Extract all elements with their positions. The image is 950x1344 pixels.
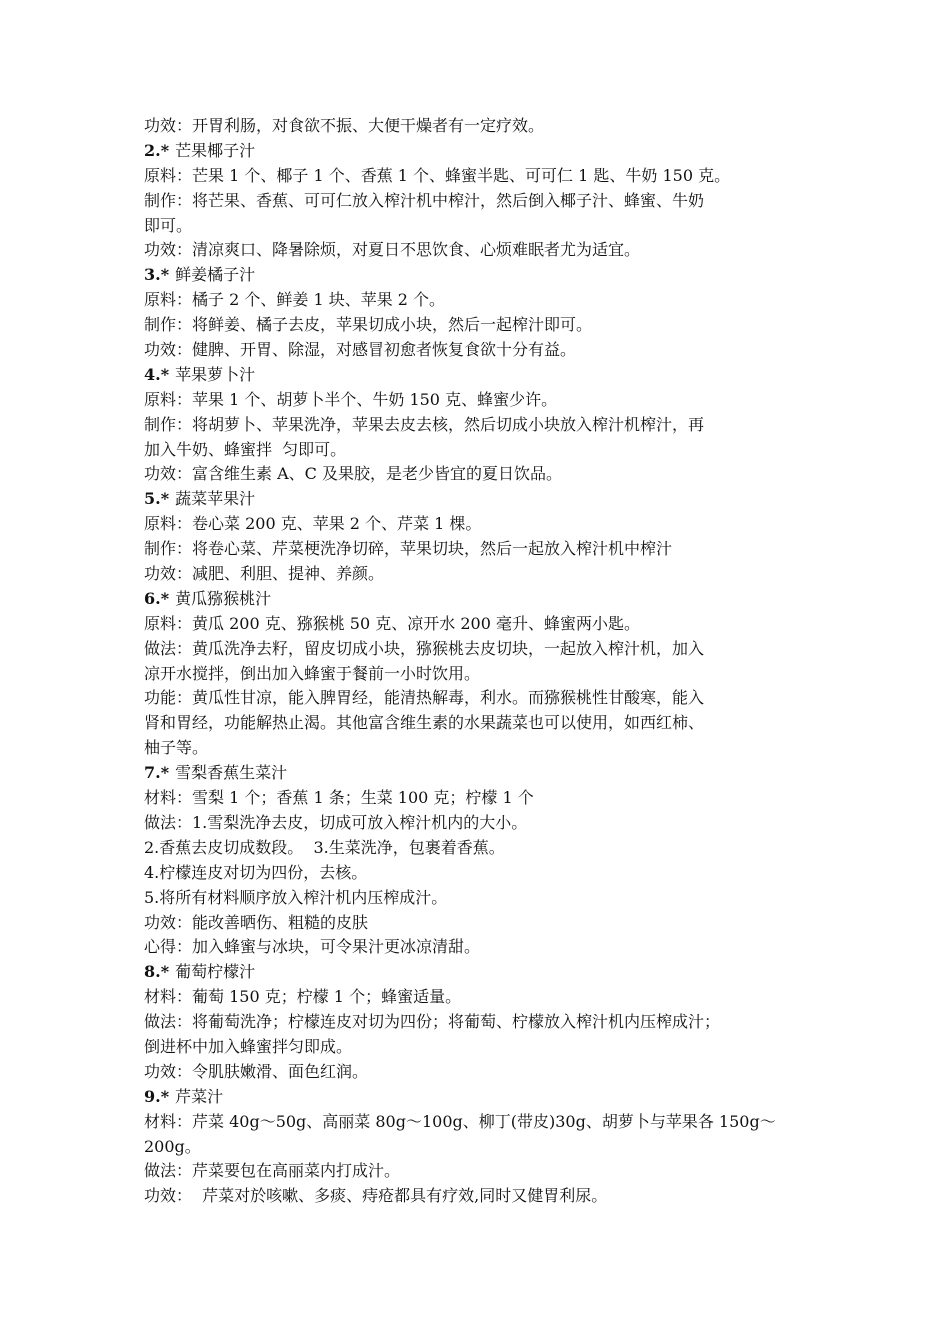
recipe-effect-line: 功效：令肌肤嫩滑、面色红润。 [144, 1061, 369, 1081]
recipe-heading [144, 363, 809, 388]
recipe-ingredients-line: 原料：卷心菜 200 克、苹果 2 个、芹菜 1 棵。 [144, 514, 482, 534]
recipe-title: 鲜姜橘子汁 [175, 265, 256, 285]
recipe-ingredients-line: 材料：芹菜 40g～50g、高丽菜 80g～100g、柳丁(带皮)30g、胡萝卜与苹果各 150g～ [144, 1111, 776, 1131]
recipe-heading [144, 139, 809, 164]
recipe-title: 蔬菜苹果汁 [175, 489, 256, 509]
recipe-number: 3.* [144, 265, 170, 285]
recipe-effect-line: 柚子等。 [144, 738, 209, 758]
intro-effect-line: 功效：开胃利肠，对食欲不振、大便干燥者有一定疗效。 [144, 116, 545, 135]
recipe-method-line: 倒进杯中加入蜂蜜拌匀即成。 [144, 1036, 353, 1056]
recipe-title: 芒果椰子汁 [175, 140, 256, 160]
recipe-ingredients-line: 原料：黄瓜 200 克、猕猴桃 50 克、凉开水 200 毫升、蜂蜜两小匙。 [144, 613, 640, 633]
recipe-method-line: 制作：将鲜姜、橘子去皮，苹果切成小块，然后一起榨汁即可。 [144, 315, 593, 335]
recipe-number: 8.* [144, 962, 170, 982]
recipe-number: 4.* [144, 364, 170, 384]
recipe-number: 9.* [144, 1086, 170, 1106]
recipe-method-line: 做法：将葡萄洗净；柠檬连皮对切为四份；将葡萄、柠檬放入榨汁机内压榨成汁； [144, 1012, 721, 1032]
recipe-heading [144, 960, 809, 985]
recipe-method-line: 加入牛奶、蜂蜜拌 匀即可。 [144, 439, 347, 459]
recipe-effect-line: 功效：清凉爽口、降暑除烦，对夏日不思饮食、心烦难眠者尤为适宜。 [144, 240, 641, 260]
recipe-title: 苹果萝卜汁 [175, 364, 256, 384]
recipe-number: 7.* [144, 763, 170, 783]
recipe-heading [144, 1085, 809, 1110]
recipe-method-line: 即可。 [144, 215, 193, 235]
recipe-title: 芹菜汁 [175, 1086, 224, 1106]
recipe-method-line: 4.柠檬连皮对切为四份，去核。 [144, 862, 368, 882]
recipe-ingredients-line: 材料：雪梨 1 个；香蕉 1 条；生菜 100 克；柠檬 1 个 [144, 788, 534, 808]
recipe-effect-line: 功能：黄瓜性甘凉，能入脾胃经，能清热解毒，利水。而猕猴桃性甘酸寒，能入 [144, 688, 705, 708]
recipe-method-line: 凉开水搅拌，倒出加入蜂蜜于餐前一小时饮用。 [144, 663, 481, 683]
recipe-method-line: 制作：将芒果、香蕉、可可仁放入榨汁机中榨汁，然后倒入椰子汁、蜂蜜、牛奶 [144, 190, 705, 210]
recipe-method-line: 做法：芹菜要包在高丽菜内打成汁。 [144, 1161, 401, 1181]
recipe-effect-line: 功效：减肥、利胆、提神、养颜。 [144, 564, 385, 584]
recipe-title: 雪梨香蕉生菜汁 [175, 763, 288, 783]
recipe-number: 6.* [144, 588, 170, 608]
recipe-method-line: 制作：将卷心菜、芹菜梗洗净切碎，苹果切块，然后一起放入榨汁机中榨汁 [144, 539, 673, 559]
recipe-tip-line: 心得：加入蜂蜜与冰块，可令果汁更冰凉清甜。 [144, 937, 481, 957]
recipe-ingredients-line: 原料：苹果 1 个、胡萝卜半个、牛奶 150 克、蜂蜜少许。 [144, 389, 558, 409]
recipe-number: 5.* [144, 489, 170, 509]
recipe-ingredients-line: 材料：葡萄 150 克；柠檬 1 个；蜂蜜适量。 [144, 987, 462, 1007]
recipe-heading [144, 587, 809, 612]
recipe-effect-line: 功效： 芹菜对於咳嗽、多痰、痔疮都具有疗效,同时又健胃利尿。 [144, 1186, 608, 1206]
recipe-ingredients-line: 原料：橘子 2 个、鲜姜 1 块、苹果 2 个。 [144, 290, 446, 310]
recipe-effect-line: 功效：健脾、开胃、除湿，对感冒初愈者恢复食欲十分有益。 [144, 340, 577, 360]
recipe-number: 2.* [144, 140, 170, 160]
recipe-effect-line: 功效：能改善晒伤、粗糙的皮肤 [144, 912, 369, 932]
recipe-method-line: 5.将所有材料顺序放入榨汁机内压榨成汁。 [144, 887, 448, 907]
recipe-heading [144, 761, 809, 786]
recipe-method-line: 制作：将胡萝卜、苹果洗净，苹果去皮去核，然后切成小块放入榨汁机榨汁，再 [144, 414, 705, 434]
recipe-title: 黄瓜猕猴桃汁 [175, 588, 272, 608]
recipe-text [144, 114, 809, 1209]
recipe-effect-line: 肾和胃经，功能解热止渴。其他富含维生素的水果蔬菜也可以使用，如西红柿、 [144, 713, 705, 733]
recipe-ingredients-line: 原料：芒果 1 个、椰子 1 个、香蕉 1 个、蜂蜜半匙、可可仁 1 匙、牛奶 150 克。 [144, 165, 731, 185]
recipe-method-line: 做法：1.雪梨洗净去皮，切成可放入榨汁机内的大小。 [144, 812, 528, 832]
recipe-heading [144, 487, 809, 512]
recipe-ingredients-line: 200g。 [144, 1136, 201, 1156]
recipe-heading [144, 263, 809, 288]
recipe-title: 葡萄柠檬汁 [175, 962, 256, 982]
recipe-method-line: 做法：黄瓜洗净去籽，留皮切成小块，猕猴桃去皮切块，一起放入榨汁机，加入 [144, 638, 705, 658]
recipe-effect-line: 功效：富含维生素 A、C 及果胶，是老少皆宜的夏日饮品。 [144, 464, 562, 484]
recipe-method-line: 2.香蕉去皮切成数段。 3.生菜洗净，包裹着香蕉。 [144, 837, 505, 857]
